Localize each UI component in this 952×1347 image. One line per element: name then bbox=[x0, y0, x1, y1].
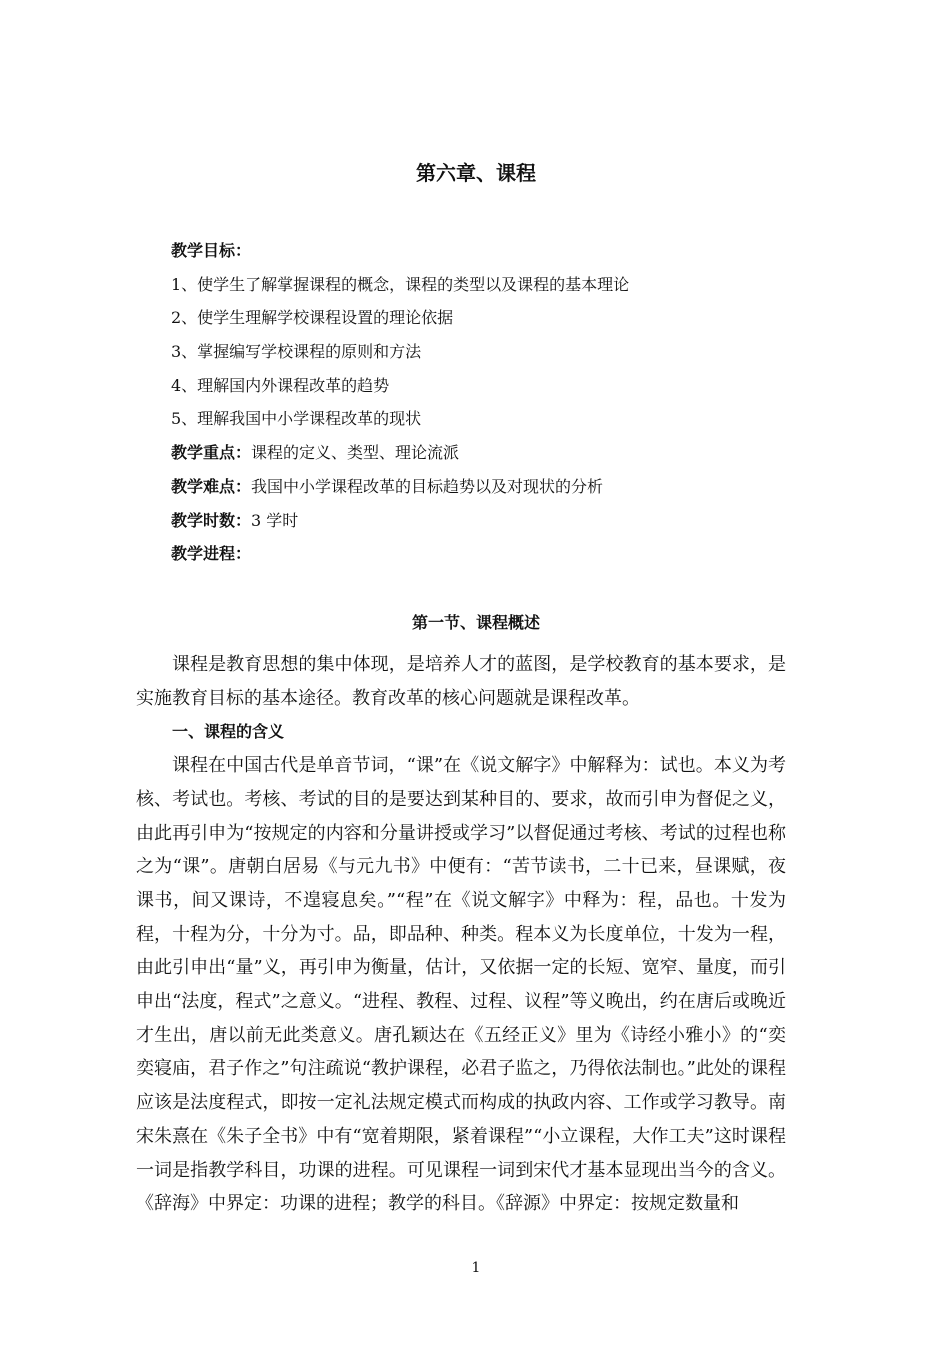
key-points-value: 课程的定义、类型、理论流派 bbox=[251, 443, 460, 463]
key-points-label: 教学重点： bbox=[171, 443, 252, 463]
key-points-line bbox=[171, 436, 811, 470]
difficulties-label: 教学难点： bbox=[171, 476, 252, 496]
chapter-title: 第六章、课程 bbox=[416, 161, 536, 185]
objective-item: 2、使学生理解学校课程设置的理论依据 bbox=[171, 308, 454, 328]
section-title: 第一节、课程概述 bbox=[411, 613, 540, 632]
body-paragraph: 课程在中国古代是单音节词，“课”在《说文解字》中解释为：试也。本义为考核、考试也。考核、考试的目的是要达到某种目的、要求，故而引申为督促之义，由此再引申为“按规定的内容和分量讲授或学习”以督促通过考核、考试的过程也称之为“课”。唐朝白居易《与元九书》中便有：“苦节读书，二十已来，昼课赋，夜课书，间又课诗，不遑寝息矣。”“程”在《说文解字》中释为：程，品也。十发为程，十程为分，十分为寸。品，即品种、种类。程本义为长度单位，十发为一程，由此引申出“量”义，再引申为衡量，估计，又依据一定的长短、宽窄、量度，而引申出“法度，程式”之意义。“进程、教程、过程、议程”等义晚出，约在唐后或晚近才生出，唐以前无此类意义。唐孔颖达在《五经正义》里为《诗经小雅小》的“奕奕寝庙，君子作之”句注疏说“教护课程，必君子监之，乃得依法制也。”此处的课程应该是法度程式，即按一定礼法规定模式而构成的执政内容、工作或学习教导。南宋朱熹在《朱子全书》中有“宽着期限，紧着课程”“小立课程，大作工夫”这时课程一词是指教学科目，功课的进程。可见课程一词到宋代才基本显现出当今的含义。《辞海》中界定：功课的进程；教学的科目。《辞源》中界定：按规定数量和 bbox=[136, 755, 786, 1215]
difficulties-value: 我国中小学课程改革的目标趋势以及对现状的分析 bbox=[251, 476, 604, 496]
objective-item: 1、使学生了解掌握课程的概念，课程的类型以及课程的基本理论 bbox=[171, 274, 630, 294]
section-body bbox=[136, 648, 786, 1221]
hours-line bbox=[171, 504, 811, 538]
page-number: 1 bbox=[471, 1260, 481, 1276]
difficulties-line bbox=[171, 470, 811, 504]
hours-label: 教学时数： bbox=[171, 510, 252, 530]
subsection-title: 一、课程的含义 bbox=[172, 722, 285, 742]
process-line bbox=[171, 537, 811, 571]
intro-paragraph: 课程是教育思想的集中体现，是培养人才的蓝图，是学校教育的基本要求，是实施教育目标的基本途径。教育改革的核心问题就是课程改革。 bbox=[136, 654, 786, 709]
objective-item: 3、掌握编写学校课程的原则和方法 bbox=[171, 342, 422, 362]
objective-item: 4、理解国内外课程改革的趋势 bbox=[171, 375, 390, 395]
hours-value: 3 学时 bbox=[251, 510, 299, 530]
objectives-label: 教学目标： bbox=[171, 241, 252, 260]
process-label: 教学进程： bbox=[171, 544, 252, 564]
objectives-heading bbox=[171, 234, 811, 268]
teaching-info-block bbox=[171, 234, 811, 571]
objective-item: 5、理解我国中小学课程改革的现状 bbox=[171, 409, 422, 429]
